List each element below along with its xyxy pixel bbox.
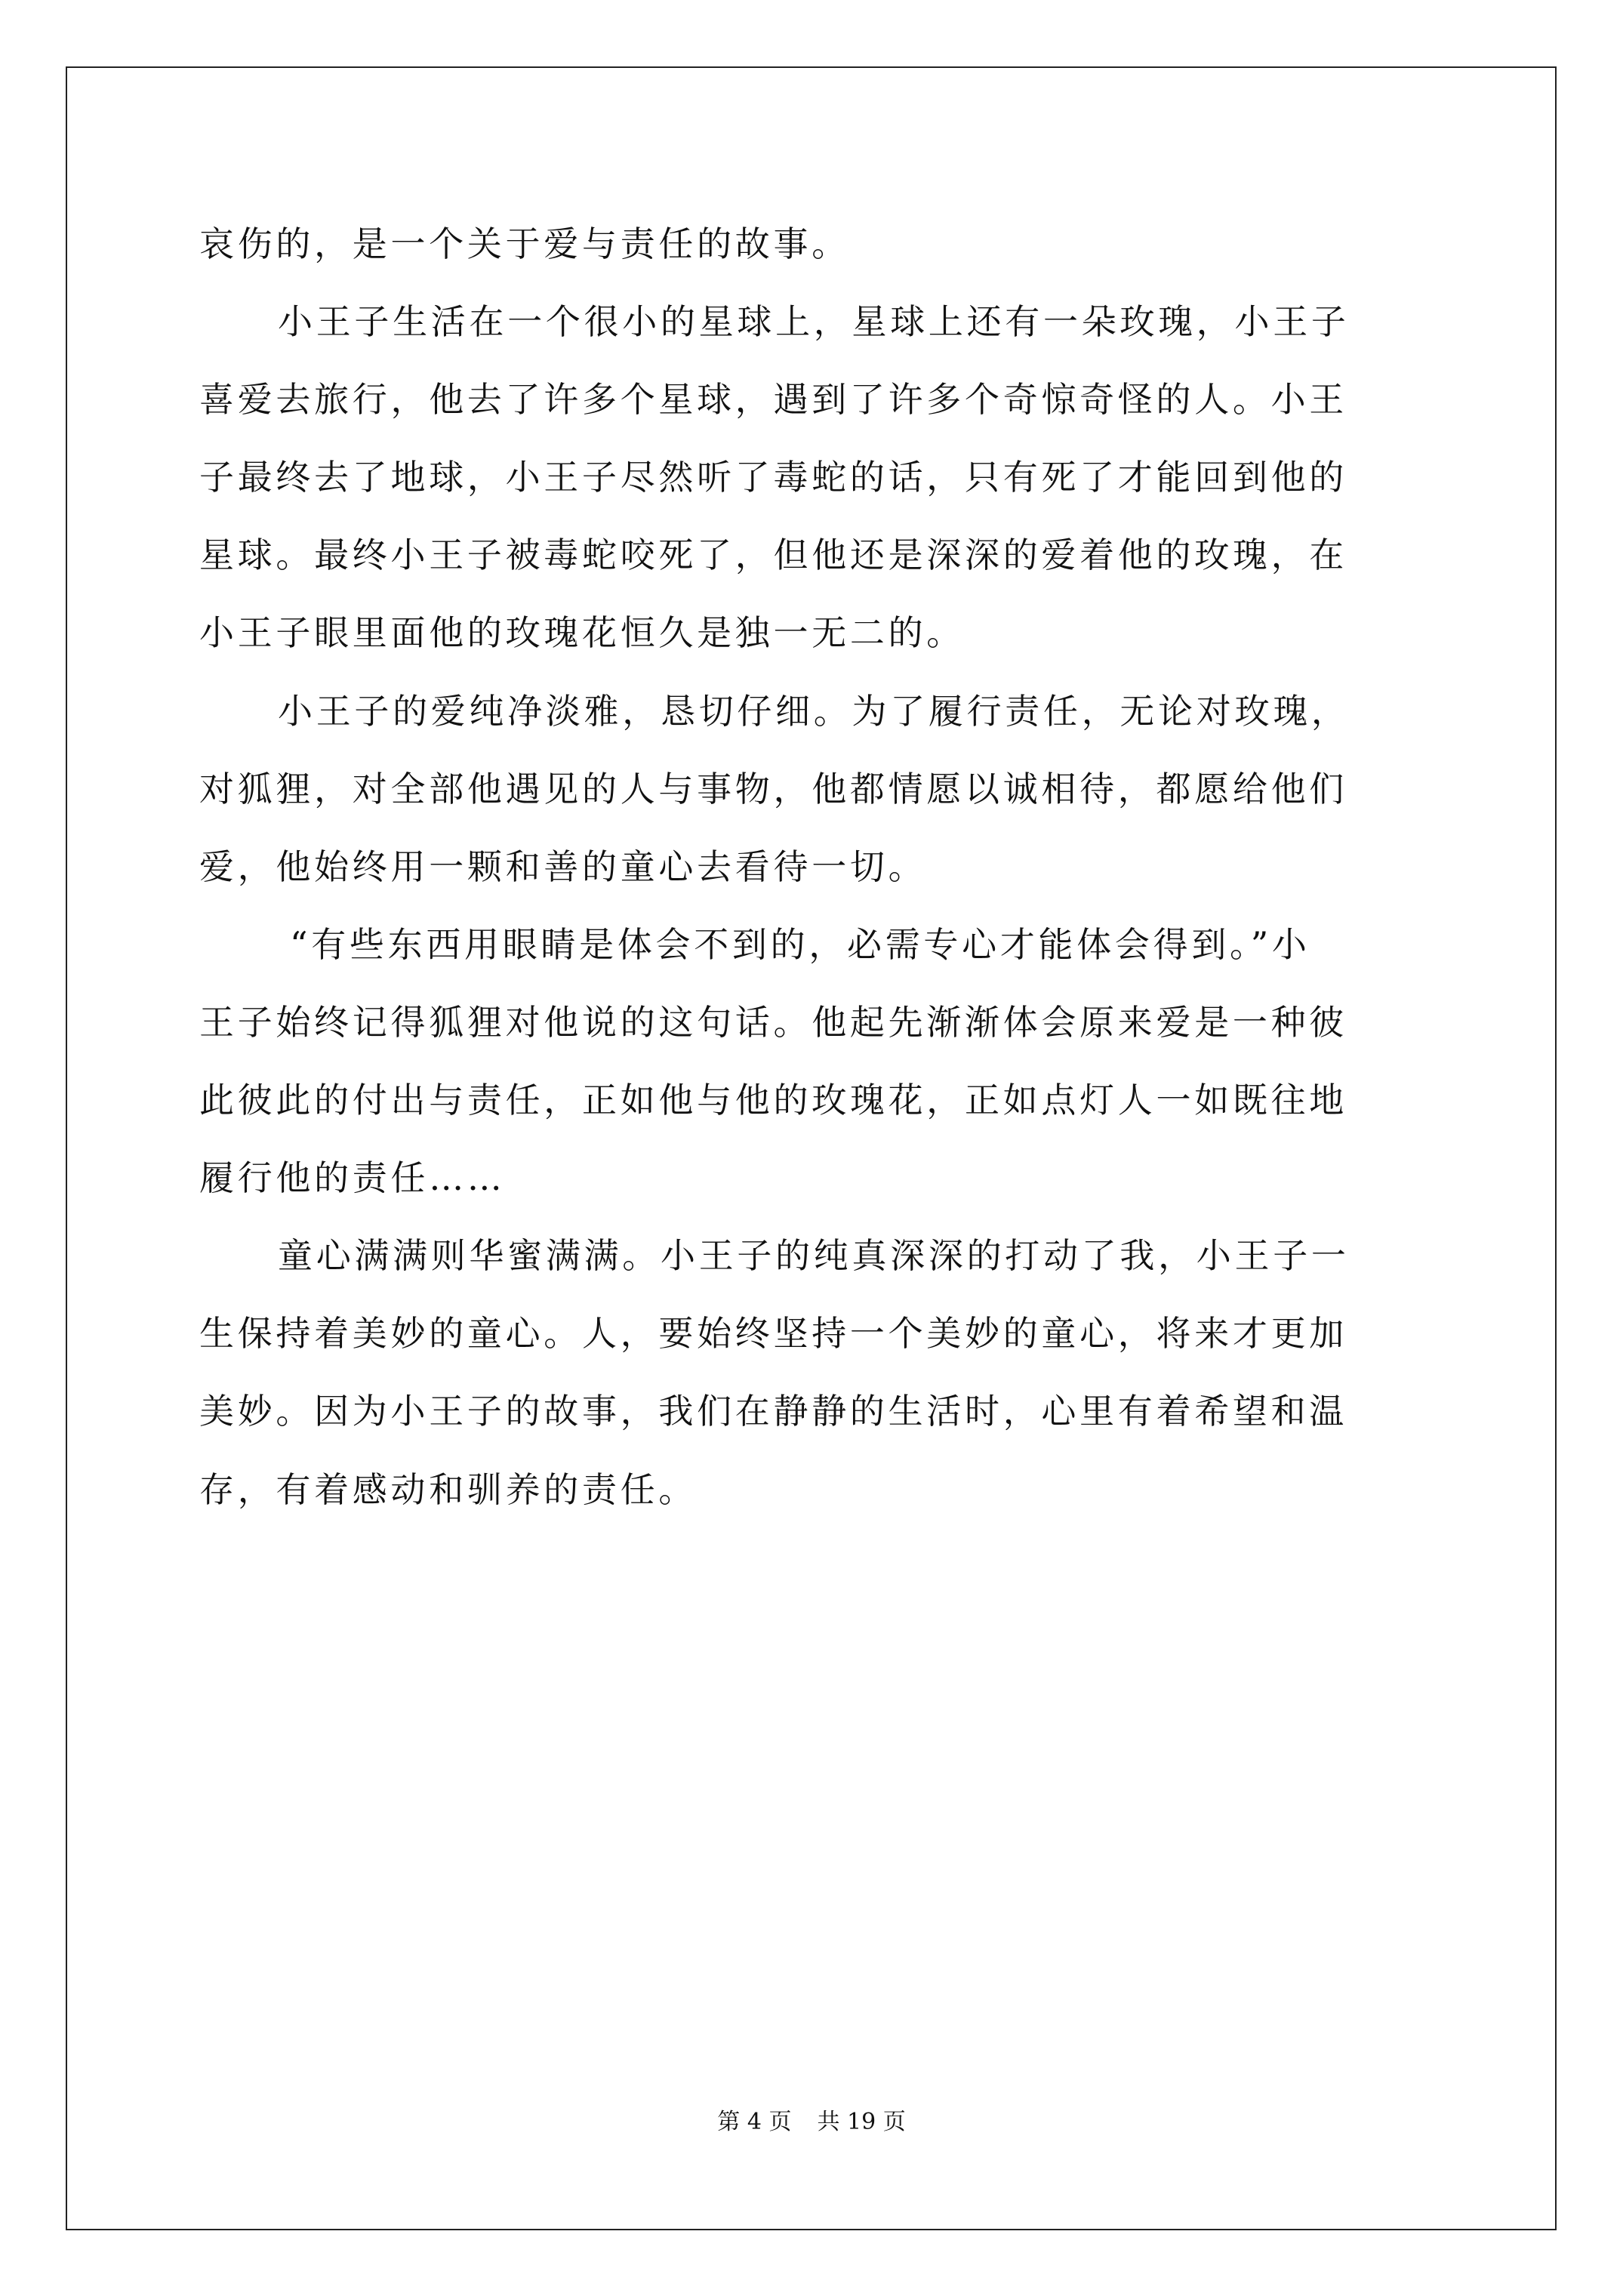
text-line: 存，有着感动和驯养的责任。 bbox=[199, 1469, 698, 1510]
text-line: 爱，他始终用一颗和善的童心去看待一切。 bbox=[199, 846, 927, 887]
text-line: 美妙。因为小王子的故事，我们在静静的生活时，心里有着希望和温 bbox=[199, 1391, 1347, 1432]
text-line: 小王子眼里面他的玫瑰花恒久是独一无二的。 bbox=[199, 612, 965, 654]
text-line: 子最终去了地球，小王子尽然听了毒蛇的话，只有死了才能回到他的 bbox=[199, 457, 1347, 498]
text-line: 小王子生活在一个很小的星球上，星球上还有一朵玫瑰，小王子 bbox=[278, 301, 1350, 343]
text-line: “有些东西用眼睛是体会不到的，必需专心才能体会得到。”小 bbox=[290, 923, 1310, 965]
text-line: 哀伤的，是一个关于爱与责任的故事。 bbox=[199, 223, 850, 264]
total-page-count: 共 19 页 bbox=[817, 2109, 906, 2135]
page-footer bbox=[0, 2103, 1623, 2136]
text-line: 喜爱去旅行，他去了许多个星球，遇到了许多个奇惊奇怪的人。小王 bbox=[199, 379, 1347, 421]
text-line: 生保持着美妙的童心。人，要始终坚持一个美妙的童心，将来才更加 bbox=[199, 1313, 1347, 1354]
text-line: 履行他的责任…… bbox=[199, 1157, 506, 1199]
text-line: 童心满满则华蜜满满。小王子的纯真深深的打动了我，小王子一 bbox=[278, 1235, 1350, 1277]
current-page-number: 第 4 页 bbox=[717, 2109, 792, 2135]
text-line: 此彼此的付出与责任，正如他与他的玫瑰花，正如点灯人一如既往地 bbox=[199, 1080, 1347, 1121]
body-text bbox=[199, 205, 1439, 1529]
text-line: 星球。最终小王子被毒蛇咬死了，但他还是深深的爱着他的玫瑰，在 bbox=[199, 535, 1347, 576]
text-line: 对狐狸，对全部他遇见的人与事物，他都情愿以诚相待，都愿给他们 bbox=[199, 768, 1347, 809]
text-line: 王子始终记得狐狸对他说的这句话。他起先渐渐体会原来爱是一种彼 bbox=[199, 1001, 1347, 1043]
text-line: 小王子的爱纯净淡雅，恳切仔细。为了履行责任，无论对玫瑰， bbox=[278, 690, 1350, 732]
